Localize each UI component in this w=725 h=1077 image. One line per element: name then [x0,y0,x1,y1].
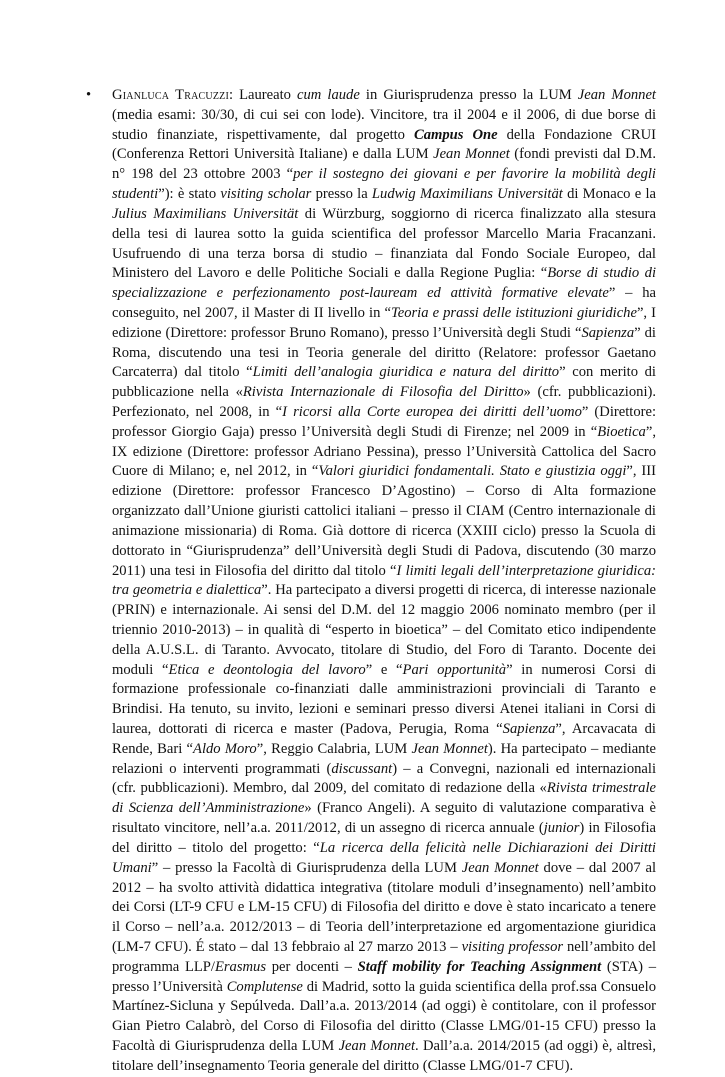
emphasis-run: Teoria e prassi delle istituzioni giuridiche [390,304,637,321]
text-run: ” (Direttore: professor Giorgio Gaja) presso l’Università degli Studi di Firenze; nel 2009 in “ [112,404,657,440]
text-run: di Monaco e la [562,186,656,203]
emphasis-run: Valori giuridici fondamentali. Stato e giustizia oggi [318,463,627,480]
text-run: ) – a Convegni, nazionali ed internazionali (cfr. pubblicazioni). Membro, dal 2009, del comitato di redazione della « [112,760,656,797]
emphasis-run: Aldo Moro [193,740,257,757]
text-run: dove – dal 2007 al 2012 – ha svolto attività didattica integrativa (titolare moduli d’insegnamento) nell’ambito dei Corsi (LT-9 CFU e LM-15 CFU) di Filosofia del diritto e dove è stato incaricato a tenere il Corso – nell’a.a. 2012/2013 – di Teoria dell’interpretazione ed argomentazione giuridica (LM-7 CFU). É stato – dal 13 febbraio al 27 marzo 2013 – [112,859,656,955]
emphasis-run: Etica e deontologia del lavoro [168,661,366,678]
emphasis-run: Sapienza [502,721,556,737]
emphasis-run: Bioetica [597,423,646,440]
text-run: ”): è stato [158,186,221,203]
emphasis-run: visiting professor [461,938,564,955]
text-run: per docenti – [266,958,358,975]
text-run: ”, I edizione (Direttore: professor Bruno Romano), presso l’Università degli Studi “ [112,304,657,341]
text-run: . Dall’a.a. 2014/2015 (ad oggi) è, altresì, titolare dell’insegnamento Teoria generale del diritto (Classe LMG/01-7 CFU). [112,1038,657,1074]
text-run: in Giurisprudenza presso la LUM [359,87,578,103]
emphasis-run: Limiti dell’analogia giuridica e natura del diritto [252,364,560,381]
emphasis-run: La ricerca della felicità nelle Dichiarazioni dei Diritti Umani [112,839,656,876]
text-run: ” e “ [365,661,403,678]
text-run: » (Franco Angeli). A seguito di valutazione comparativa è risultato vincitore, nell’a.a. 2011/2012, di un assegno di ricerca annuale ( [112,800,656,837]
text-run: di Madrid, sotto la guida scientifica della prof.ssa Consuelo Martínez-Sicluna y Sepúlveda. Dall’a.a. 2013/2014 (ad oggi) è contitolare, con il professor Gian Pietro Calabrò, del Corso di Filosofia del diritto (Classe LMG/01-15 CFU) presso la Facoltà di Giurisprudenza della LUM [112,978,657,1054]
text-run: ” di Roma, discutendo una tesi in Teoria generale del diritto (Relatore: professor Gaetano Carcaterra) dal titolo “ [112,324,656,381]
text-run: (media esami: 30/30, di cui sei con lode). Vincitore, tra il 2004 e il 2006, di due borse di studio finanziate, rispettivamente, dal progetto [112,106,656,143]
text-run: ” – ha conseguito, nel 2007, il Master di II livello in “ [112,285,656,321]
emphasis-run: I limiti legali dell’interpretazione giuridica: tra geometria e dialettica [112,562,656,599]
text-run: ”, III edizione (Direttore: professor Francesco D’Agostino) – Corso di Alta formazione organizzato dall’Unione giuristi cattolici italiani – presso il CIAM (Centro internazionale di animazione missionaria) di Roma. Già dottore di ricerca (XXIII ciclo) presso la Scuola di dottorato in “Giurisprudenza” dell’Università degli Studi di Padova, discutendo (30 marzo 2011) una tesi in Filosofia del diritto dal titolo “ [112,463,657,579]
emphasis-run: discussant [331,760,393,777]
emphasis-run: Julius Maximilians Universität [112,205,299,222]
person-name: Gianluca Tracuzzi [112,87,229,103]
text-run: ” in numerosi Corsi di formazione professionale co-finanziati dalle amministrazioni provinciali di Taranto e Brindisi. Ha tenuto, su invito, lezioni e seminari presso diversi Atenei italiani in Corsi di laurea, dottorati di ricerca e master (Padova, Perugia, Roma “ [112,661,656,737]
text-run: di Würzburg, soggiorno di ricerca finalizzato alla stesura della tesi di laurea sotto la guida scientifica del professor Marcello Maria Fracanzani. Usufruendo di una terza borsa di studio – finanziata dal Fondo Sociale Europeo, dal Ministero del Lavoro e delle Politiche Sociali e dalla Regione Puglia: “ [112,205,656,282]
emphasis-run: Sapienza [581,324,635,341]
emphasis-run: Rivista trimestrale di Scienza dell’Amministrazione [112,780,657,817]
emphasis-run: cum laude [297,87,360,103]
emphasis-run: visiting scholar [220,186,312,203]
emphasis-run: Staff mobility for Teaching Assignment [357,958,602,975]
text-run: ” con merito di pubblicazione nella « [112,364,656,401]
text-run: » (cfr. pubblicazioni). Perfezionato, nel 2008, in “ [112,384,657,420]
emphasis-run: Complutense [226,978,303,995]
text-run: ”, Arcavacata di Rende, Bari “ [112,721,656,757]
emphasis-run: Jean Monnet [411,740,488,757]
emphasis-run: Jean Monnet [577,87,656,103]
text-run: (STA) – presso l’Università [112,958,656,995]
text-run: ”, Reggio Calabria, LUM [256,740,412,757]
emphasis-run: Pari opportunità [402,661,507,678]
emphasis-run: I ricorsi alla Corte europea dei diritti dell’uomo [282,404,582,420]
emphasis-run: Ludwig Maximilians Universität [371,186,563,203]
emphasis-run: Borse di studio di specializzazione e perfezionamento post-lauream ed attività formative elevate [112,265,656,302]
text-run: : Laureato [228,87,298,103]
text-run: ). Ha partecipato – mediante relazioni o interventi programmati ( [112,740,656,777]
text-run: nell’ambito del programma LLP/ [112,938,656,975]
text-run: della Fondazione CRUI (Conferenza Rettori Università Italiane) e dalla LUM [112,126,656,163]
emphasis-run: Rivista Internazionale di Filosofia del Diritto [242,384,524,401]
emphasis-run: per il sostegno dei giovani e per favorire la mobilità degli studenti [112,166,656,203]
text-run: ”, IX edizione (Direttore: professor Adriano Pessina), presso l’Università Cattolica del Sacro Cuore di Milano; e, nel 2012, in “ [112,423,656,480]
emphasis-run: Erasmus [214,958,267,975]
cv-entry-paragraph [112,86,656,1077]
emphasis-run: Jean Monnet [433,146,510,163]
text-run: ”. Ha partecipato a diversi progetti di ricerca, di interesse nazionale (PRIN) e internazionale. Ai sensi del D.M. del 12 maggio 2006 nominato membro (per il triennio 2010-2013) – in qualità di “esperto in bioetica” – del Comitato etico indipendente della A.U.S.L. di Taranto. Avvocato, titolare di Studio, del Foro di Taranto. Docente dei moduli “ [112,582,657,678]
emphasis-run: junior [543,820,580,837]
emphasis-run: Jean Monnet [461,859,539,876]
text-run: presso la [311,186,372,203]
text-run: (fondi previsti dal D.M. n° 198 del 23 ottobre 2003 “ [112,146,656,183]
text-run: ” – presso la Facoltà di Giurisprudenza della LUM [151,859,462,876]
list-bullet: • [86,87,92,103]
emphasis-run: Campus One [414,126,498,143]
emphasis-run: Jean Monnet [338,1038,416,1054]
text-run: ) in Filosofia del diritto – titolo del progetto: “ [112,820,656,856]
